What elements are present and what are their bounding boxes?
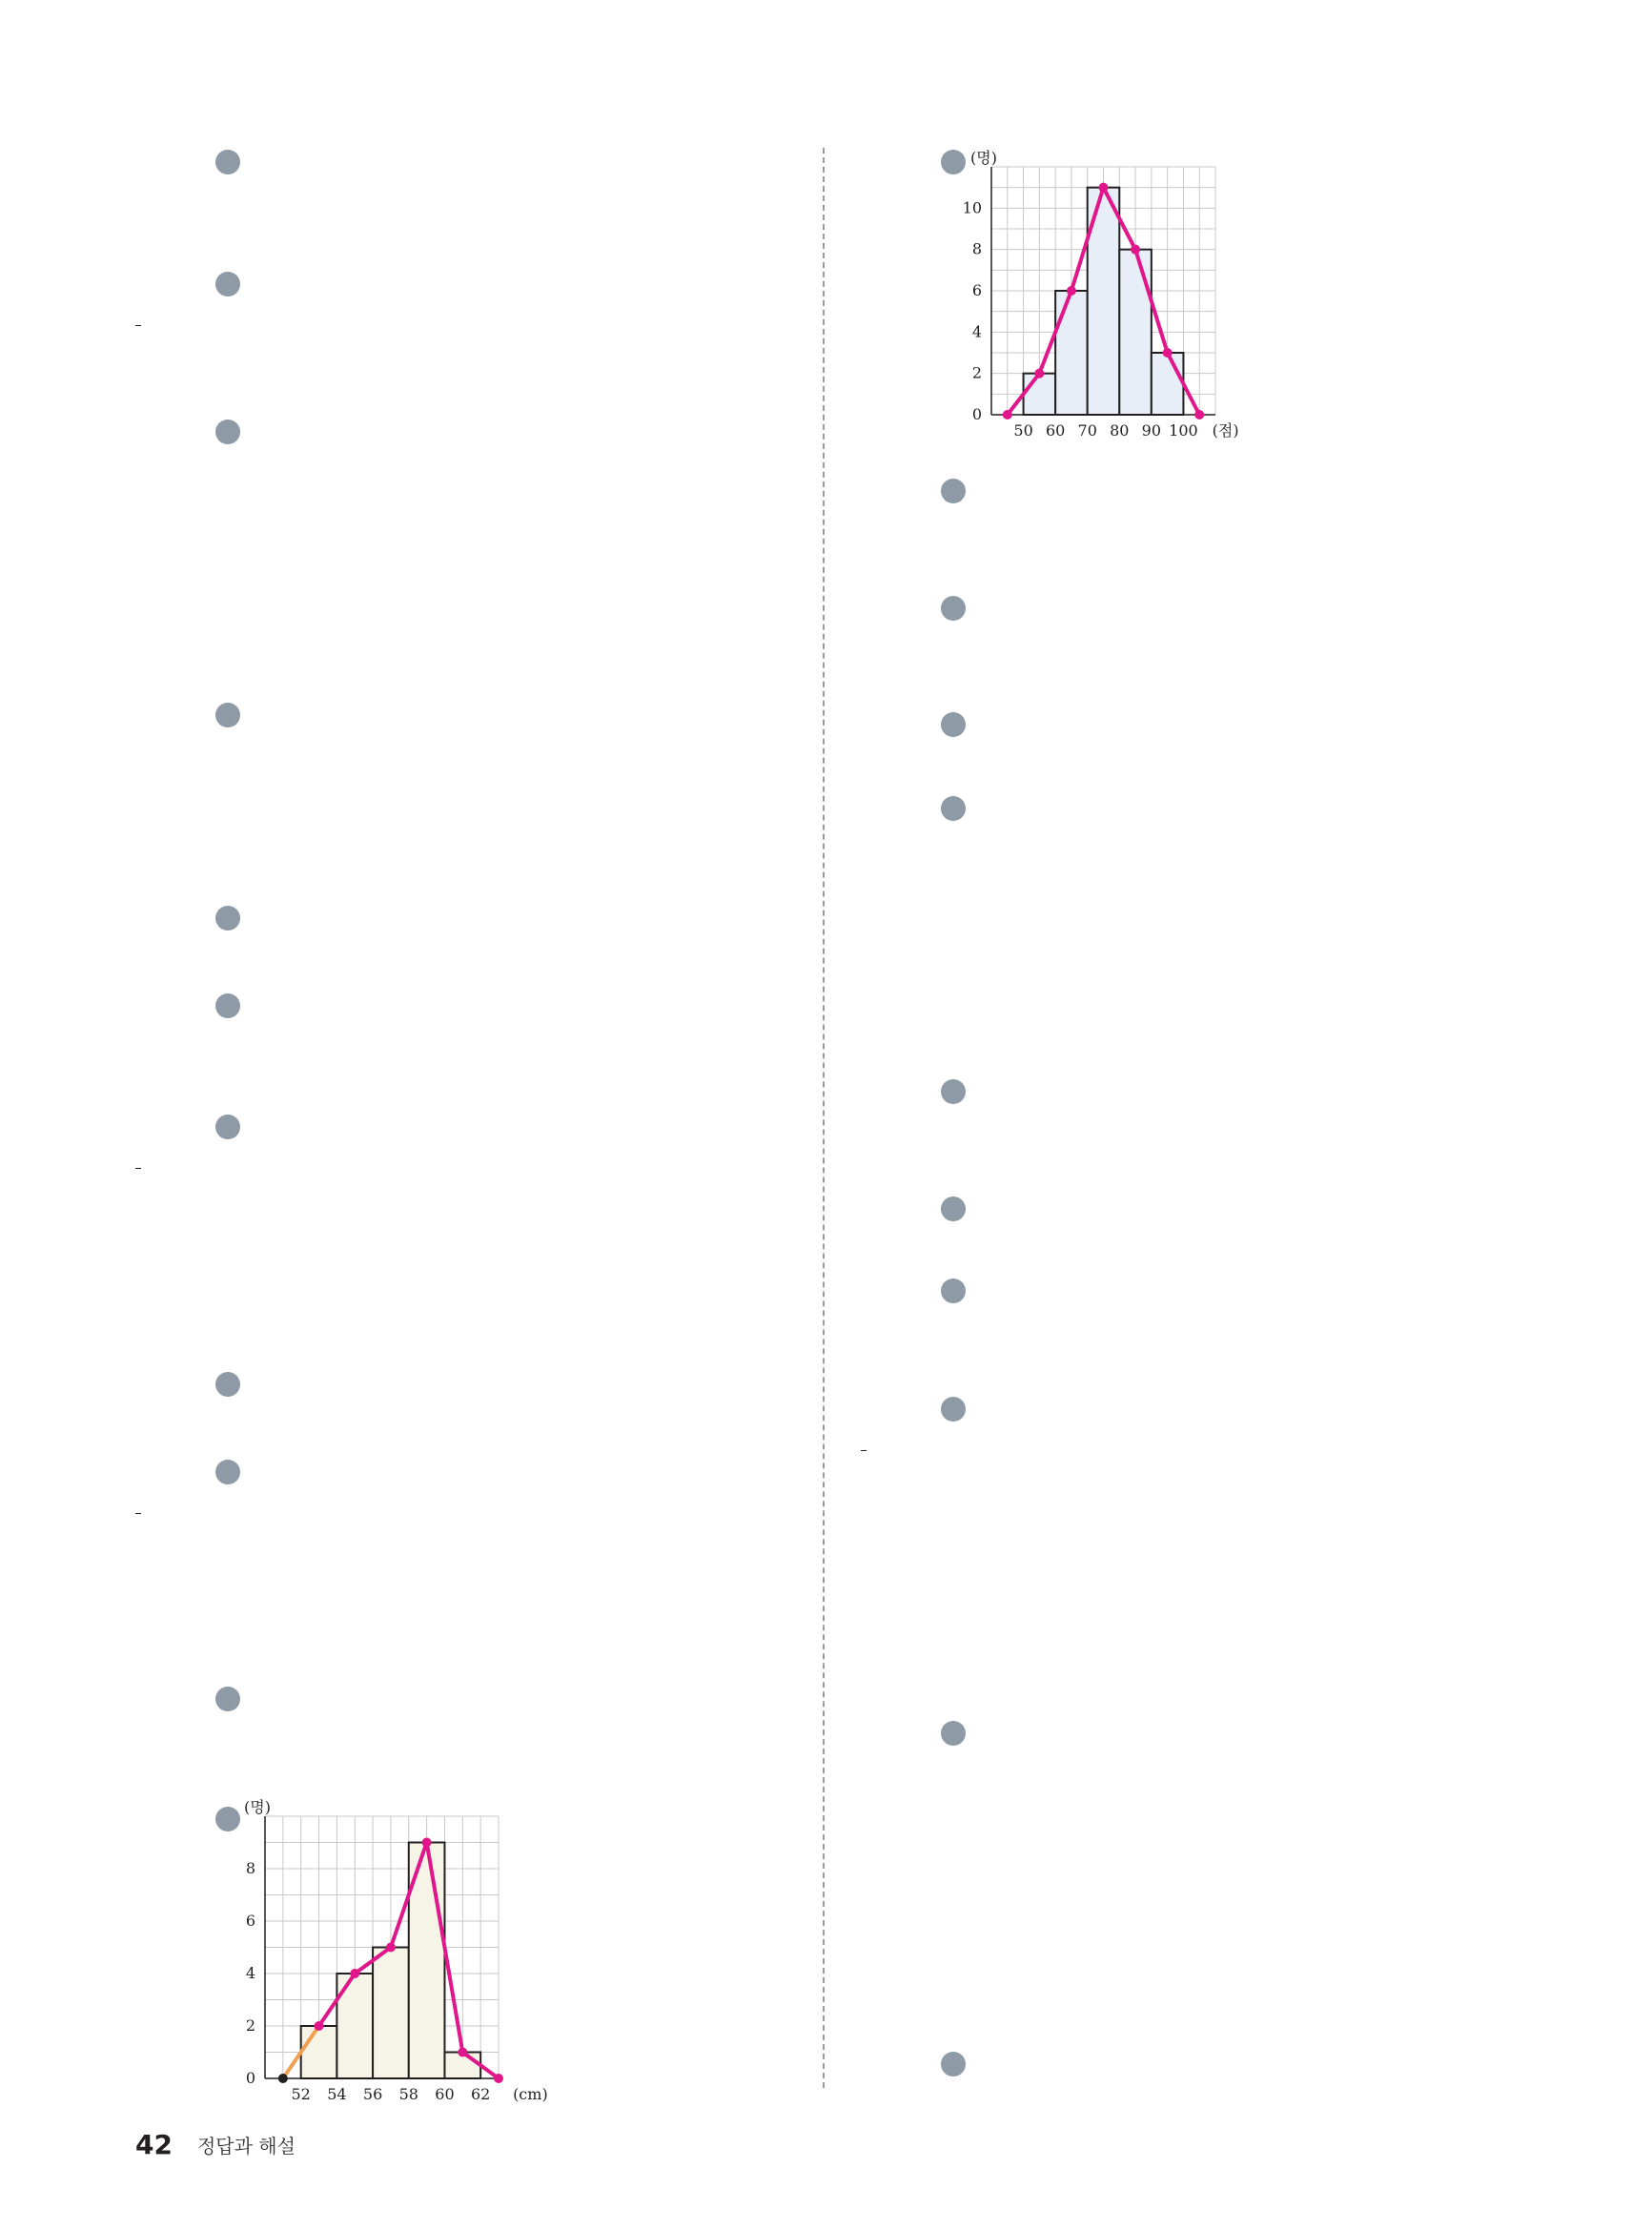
y-tick-label: 4	[245, 1964, 255, 1982]
polygon-point	[1067, 286, 1076, 296]
polygon-point	[1131, 245, 1140, 255]
problem-064	[861, 1390, 971, 1470]
page-footer	[135, 2129, 296, 2160]
histogram-bar	[373, 1948, 409, 2079]
answer-badge	[941, 1079, 966, 1104]
fraction-line	[861, 1430, 971, 1470]
answer-badge	[215, 1115, 240, 1139]
problem-body	[135, 1493, 246, 1533]
problem-049	[135, 899, 246, 939]
y-axis-unit: (명)	[244, 1798, 271, 1816]
fraction	[861, 1450, 867, 1451]
problem-header	[861, 1714, 971, 1752]
problem-053	[135, 1453, 246, 1533]
answer-badge	[215, 272, 240, 297]
answer-badge	[215, 419, 240, 444]
problem-header	[135, 696, 410, 734]
y-tick-label: 10	[962, 198, 982, 217]
problem-header	[861, 1272, 971, 1310]
polygon-point	[278, 2074, 288, 2083]
answer-badge	[941, 1721, 966, 1746]
problem-header	[135, 1680, 246, 1718]
column-divider	[823, 148, 825, 2088]
problem-header	[135, 899, 246, 937]
problem-046	[135, 265, 246, 345]
answer-badge	[941, 2052, 966, 2077]
y-axis-unit: (명)	[970, 149, 997, 167]
answer-badge	[215, 1372, 240, 1397]
answer-badge	[941, 1279, 966, 1303]
answer-badge	[941, 1197, 966, 1221]
polygon-point	[315, 2021, 324, 2031]
problem-header	[135, 143, 246, 181]
problem-065	[861, 1714, 971, 1877]
problem-051	[135, 1108, 246, 1188]
answer-badge	[215, 150, 240, 174]
problem-body	[135, 453, 246, 535]
problem-header	[861, 472, 971, 510]
answer-badge	[215, 703, 240, 727]
problem-045	[135, 143, 246, 183]
problem-061	[861, 1073, 971, 1113]
problem-header	[135, 1108, 246, 1146]
plot-area	[244, 1798, 548, 2103]
fraction-line	[135, 305, 246, 345]
problem-header	[135, 413, 246, 451]
answer-badge	[941, 796, 966, 821]
y-tick-label: 8	[971, 239, 982, 258]
problem-header	[861, 589, 971, 627]
numerator	[861, 1450, 867, 1451]
answer-badge	[215, 993, 240, 1018]
histogram-bar	[1055, 291, 1088, 415]
problem-062	[861, 1190, 971, 1230]
problem-body	[861, 1430, 971, 1470]
solution-line	[861, 1754, 971, 1795]
x-tick-label: 56	[362, 2085, 383, 2103]
fraction	[135, 1513, 141, 1514]
problem-header	[135, 987, 246, 1025]
answer-badge	[941, 712, 966, 737]
answer-badge	[215, 1687, 240, 1711]
solution-line	[861, 1795, 971, 1836]
histogram-chart-055	[227, 1797, 548, 2111]
polygon-point	[1034, 369, 1044, 378]
histogram-bar	[1024, 374, 1056, 415]
x-tick-label: 90	[1141, 421, 1162, 440]
problem-header	[861, 789, 971, 828]
polygon-point	[458, 2048, 467, 2057]
x-tick-label: 100	[1169, 421, 1198, 440]
fraction-line	[135, 1493, 246, 1533]
problem-body	[861, 1754, 971, 1877]
problem-060	[861, 789, 971, 911]
problem-body	[135, 305, 246, 345]
problem-066	[861, 2045, 971, 2085]
answer-badge	[215, 1460, 240, 1484]
problem-header	[135, 265, 246, 303]
numerator	[135, 1513, 141, 1514]
polygon-point	[1099, 183, 1109, 193]
problem-header	[861, 1073, 971, 1111]
answer-badge	[941, 596, 966, 621]
problem-050	[135, 987, 246, 1027]
polygon-point	[1003, 410, 1012, 419]
answer-badge	[941, 1397, 966, 1422]
y-tick-label: 4	[971, 322, 982, 341]
fraction	[135, 325, 141, 326]
polygon-point	[494, 2074, 503, 2083]
problem-054	[135, 1680, 246, 1720]
x-tick-label: 50	[1013, 421, 1033, 440]
problem-header	[861, 706, 971, 744]
problem-header	[135, 1453, 246, 1491]
chart-svg	[953, 148, 1254, 443]
fraction	[135, 1168, 141, 1169]
solution-line	[135, 494, 246, 535]
y-tick-label: 8	[245, 1859, 255, 1877]
problem-047	[135, 413, 246, 535]
histogram-bar	[1152, 353, 1184, 415]
problem-header	[135, 1365, 246, 1403]
histogram-chart-056	[953, 148, 1254, 447]
solution-line	[861, 1836, 971, 1877]
chart-svg	[227, 1797, 548, 2107]
y-tick-label: 0	[971, 405, 982, 423]
footer-title: 정답과 해설	[196, 2135, 296, 2158]
problem-058	[861, 589, 971, 629]
solution-line	[861, 829, 971, 870]
x-axis-unit: (cm)	[513, 2085, 548, 2103]
x-tick-label: 52	[291, 2085, 311, 2103]
fraction-line	[135, 1148, 246, 1188]
answer-badge	[215, 906, 240, 931]
y-tick-label: 2	[971, 363, 982, 382]
solution-line	[135, 453, 246, 494]
x-tick-label: 70	[1077, 421, 1097, 440]
page-number: 42	[135, 2129, 173, 2160]
x-tick-label: 54	[327, 2085, 347, 2103]
polygon-point	[1163, 348, 1173, 358]
problem-052	[135, 1365, 246, 1405]
problem-header	[861, 2045, 971, 2083]
polygon-point	[350, 1969, 359, 1978]
x-tick-label: 60	[435, 2085, 455, 2103]
x-tick-label: 60	[1045, 421, 1066, 440]
polygon-point	[386, 1943, 396, 1953]
polygon-point	[422, 1838, 432, 1848]
histogram-bar	[1119, 250, 1152, 415]
problem-body	[861, 829, 971, 911]
x-axis-unit: (점)	[1212, 421, 1239, 440]
plot-area	[963, 149, 1239, 440]
numerator	[135, 325, 141, 326]
answer-badge	[941, 479, 966, 503]
problem-header	[861, 1390, 971, 1428]
y-tick-label: 0	[245, 2069, 255, 2087]
problem-048	[135, 696, 410, 736]
y-tick-label: 6	[971, 281, 982, 299]
problem-header	[861, 1190, 971, 1228]
solution-line	[861, 870, 971, 911]
histogram-bar	[301, 2026, 337, 2078]
problem-body	[135, 1148, 246, 1188]
problem-063	[861, 1272, 971, 1312]
polygon-point	[1194, 410, 1204, 419]
problem-059	[861, 706, 971, 746]
numerator	[135, 1168, 141, 1169]
x-tick-label: 80	[1110, 421, 1130, 440]
y-tick-label: 6	[245, 1912, 255, 1930]
problem-057	[861, 472, 971, 512]
x-tick-label: 62	[470, 2085, 491, 2103]
x-tick-label: 58	[398, 2085, 418, 2103]
y-tick-label: 2	[245, 2016, 255, 2035]
